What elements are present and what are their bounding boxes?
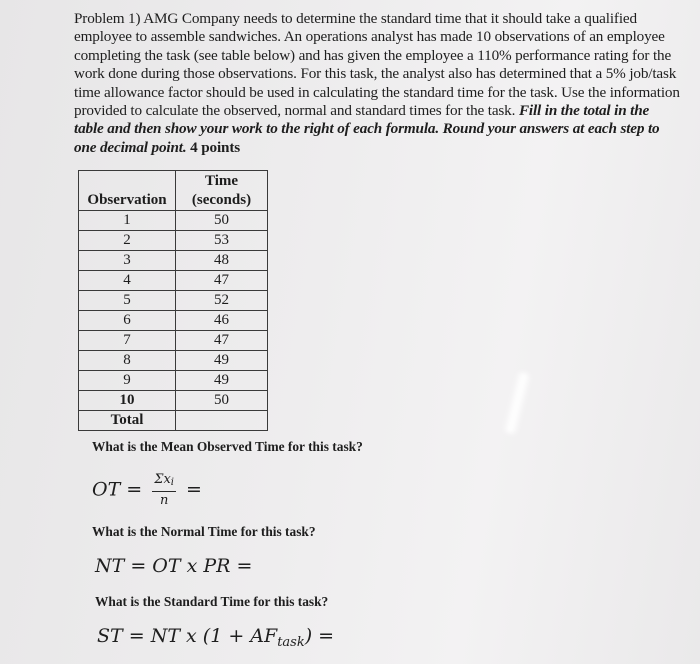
problem-points: 4 points	[186, 138, 240, 156]
cell-observation: 10	[79, 391, 176, 411]
header-observation-blank	[79, 171, 176, 192]
table-row	[79, 391, 268, 411]
cell-observation: 9	[79, 371, 176, 391]
formula-ot-denominator: n	[159, 493, 169, 508]
formula-ot-numerator: Σx	[154, 472, 171, 487]
formula-st-rhs: ) =	[304, 625, 335, 647]
cell-observation: 4	[79, 271, 176, 291]
cell-time: 50	[176, 211, 268, 231]
table-header-row-top	[79, 171, 268, 192]
table-row	[79, 331, 268, 351]
table-row	[79, 251, 268, 271]
cell-observation: 2	[79, 231, 176, 251]
cell-observation: 7	[79, 331, 176, 351]
cell-observation: 1	[79, 211, 176, 231]
cell-observation: 3	[79, 251, 176, 271]
cell-time: 50	[176, 391, 268, 411]
cell-time: 49	[176, 351, 268, 371]
table-header-row-bottom	[79, 191, 268, 211]
cell-observation: 6	[79, 311, 176, 331]
cell-total-value[interactable]	[176, 411, 268, 431]
formula-observed-time: OT = $\frac{\Sigma x_i}{n}$ =	[92, 472, 202, 508]
formula-ot-numerator-sub: i	[170, 477, 174, 488]
table-row	[79, 271, 268, 291]
question-normal-time: What is the Normal Time for this task?	[92, 524, 316, 539]
problem-statement	[74, 10, 682, 157]
cell-time: 49	[176, 371, 268, 391]
table-row	[79, 211, 268, 231]
cell-observation: 8	[79, 351, 176, 371]
formula-ot-fraction	[152, 472, 176, 509]
observation-table	[78, 170, 268, 431]
formula-st-lhs: ST = NT x (1 + AF	[97, 625, 278, 647]
light-glare	[502, 371, 533, 435]
header-time: Time	[176, 171, 268, 192]
table-row	[79, 311, 268, 331]
cell-time: 47	[176, 271, 268, 291]
formula-ot-lhs: OT	[92, 478, 121, 501]
table-row	[79, 291, 268, 311]
question-observed-time: What is the Mean Observed Time for this task?	[92, 439, 363, 454]
cell-total-label: Total	[79, 411, 176, 431]
cell-time: 52	[176, 291, 268, 311]
cell-time: 53	[176, 231, 268, 251]
table-total-row	[79, 411, 268, 431]
cell-time: 48	[176, 251, 268, 271]
table-row	[79, 371, 268, 391]
problem-instructions: Fill in the total in the table and then show your work to the right of each formula. Round your answers at each step to one decimal point.	[74, 102, 660, 156]
cell-time: 46	[176, 311, 268, 331]
table-row	[79, 351, 268, 371]
cell-time: 47	[176, 331, 268, 351]
formula-st-subscript: task	[277, 635, 305, 650]
cell-observation: 5	[79, 291, 176, 311]
formula-normal-time: NT = OT x PR =	[95, 555, 253, 577]
formula-standard-time	[97, 625, 334, 650]
table-row	[79, 231, 268, 251]
question-standard-time: What is the Standard Time for this task?	[95, 594, 329, 609]
problem-text: Problem 1) AMG Company needs to determine the standard time that it should take a qualified employee to assemble sandwiches. An operations analyst has made 10 observations of an employee completing the task (see table below) and has given the employee a 110% performance rating for the work done during those observations. For this task, the analyst also has determined that a 5% job/task time allowance factor should be used in calculating the standard time for the task. Use the information provided to calculate the observed, normal and standard times for the task.	[74, 10, 680, 120]
header-observation: Observation	[79, 191, 176, 211]
header-seconds: (seconds)	[176, 191, 268, 211]
